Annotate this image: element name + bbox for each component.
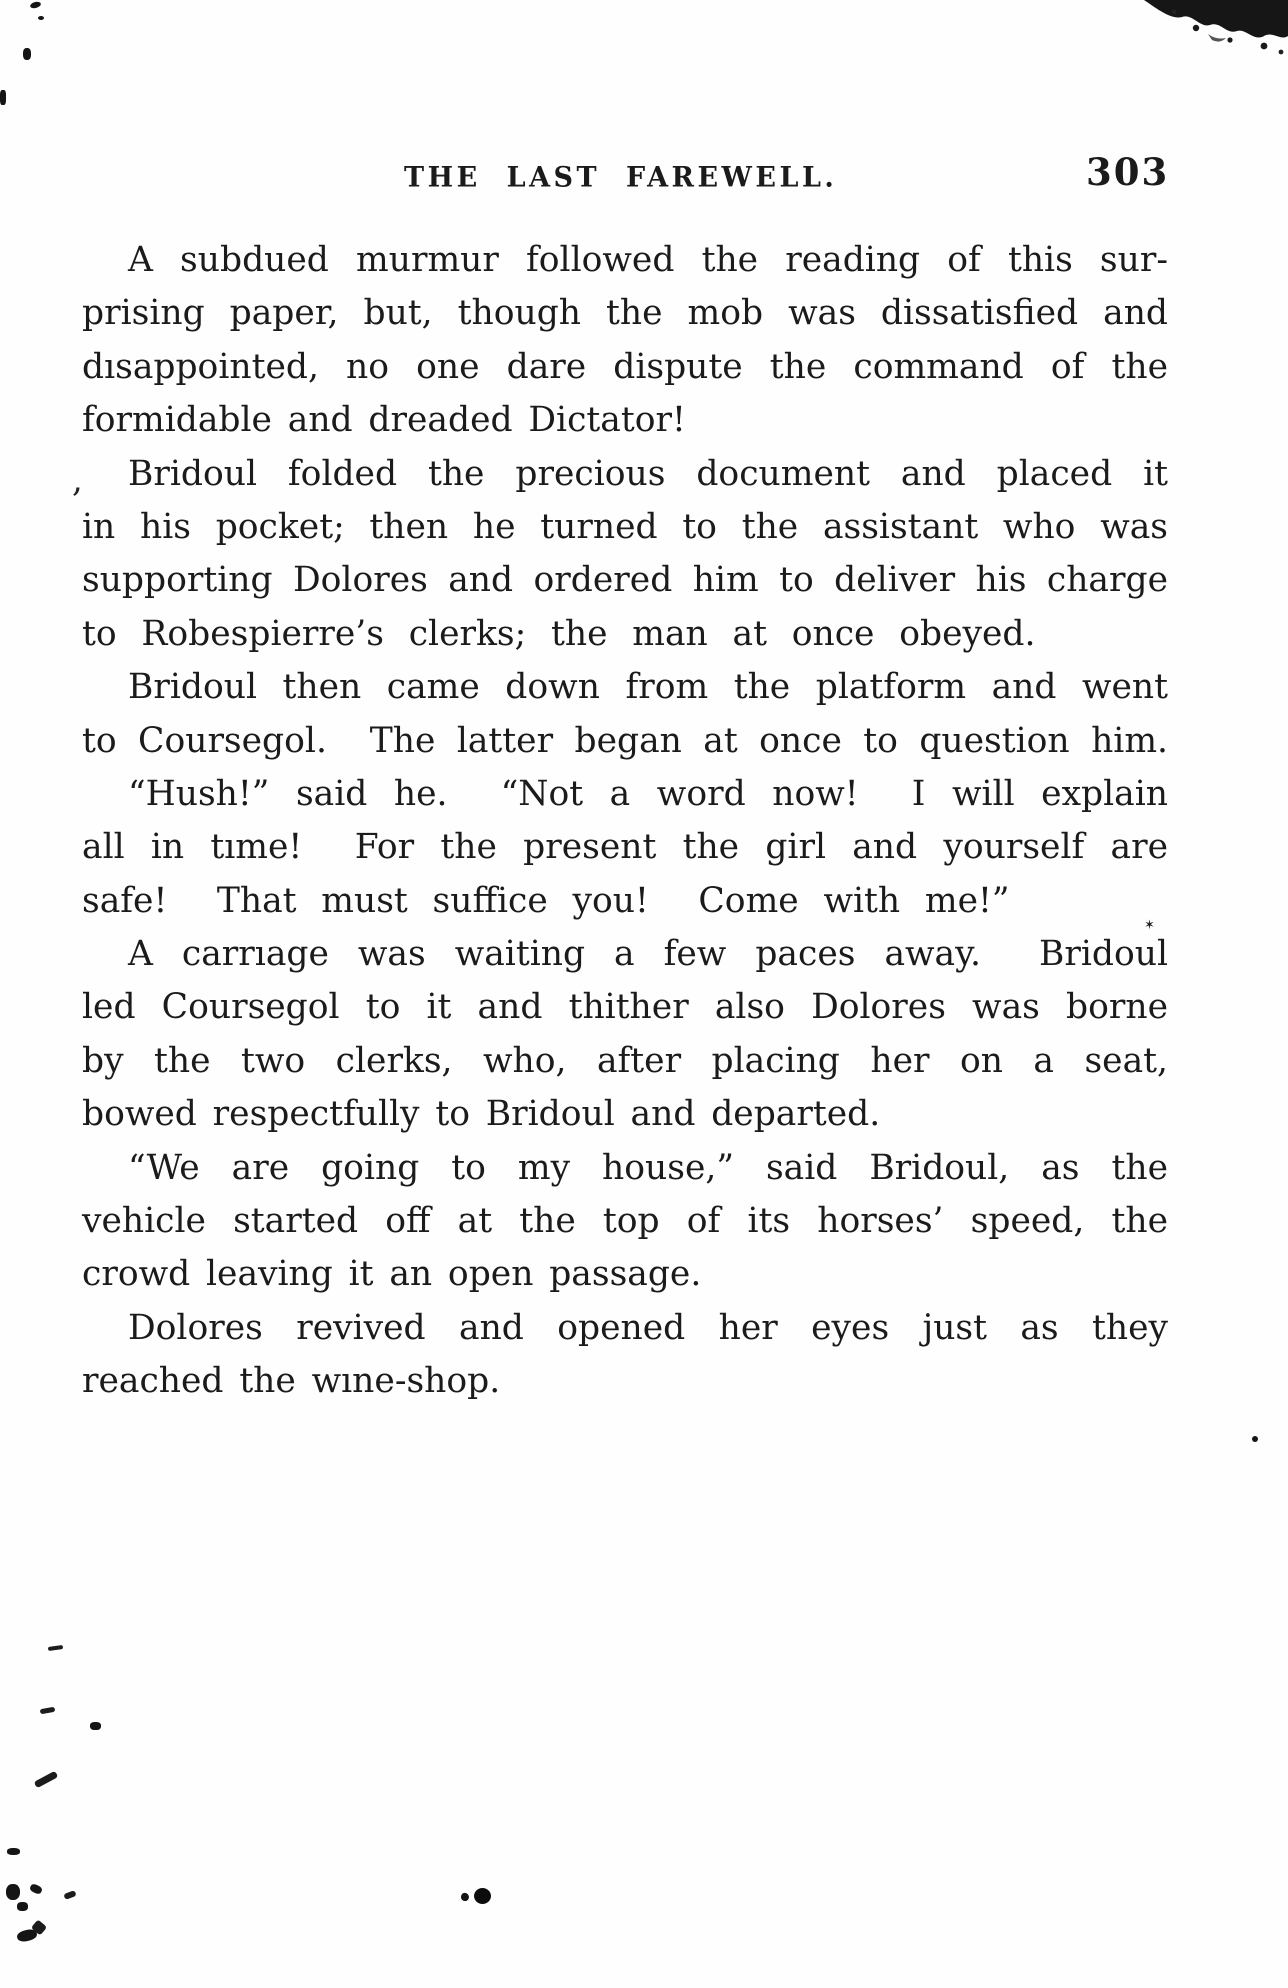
margin-speck: ✶ bbox=[1144, 918, 1155, 933]
text-line: Bridoul then came down from the platform and went bbox=[128, 667, 1168, 708]
text-line: A subdued murmur followed the reading of this sur- bbox=[128, 240, 1168, 280]
scan-speck bbox=[29, 1, 41, 10]
text-line: A carrıage was waiting a few paces away. Bridoul bbox=[128, 934, 1168, 975]
text-line: prising paper, but, though the mob was dissatisfied and bbox=[82, 293, 1168, 334]
page-text bbox=[82, 234, 1168, 1409]
ink-dot bbox=[474, 1888, 491, 1904]
text-line: bowed respectfully to Bridoul and departed. bbox=[82, 1094, 881, 1135]
running-title: THE LAST FAREWELL. bbox=[404, 161, 838, 194]
text-line: by the two clerks, who, after placing her on a seat, bbox=[82, 1040, 1168, 1081]
text-line: to Robespierre’s clerks; the man at once obeyed. bbox=[82, 613, 1036, 654]
scan-speck bbox=[29, 1883, 43, 1895]
scan-speck bbox=[23, 48, 31, 60]
ink-smudge-corner bbox=[1138, 0, 1288, 62]
pencil-mark bbox=[63, 1890, 76, 1900]
scan-speck bbox=[38, 16, 44, 20]
pencil-mark bbox=[34, 1771, 58, 1788]
ink-dot-small bbox=[460, 1892, 470, 1902]
scan-speck bbox=[0, 90, 6, 105]
text-line: all in tıme! For the present the girl and yourself are bbox=[82, 827, 1168, 868]
page-number: 303 bbox=[1086, 150, 1170, 194]
pencil-mark bbox=[48, 1645, 63, 1651]
text-line: in his pocket; then he turned to the assistant who was bbox=[82, 506, 1168, 547]
text-line: to Coursegol. The latter began at once to question him. bbox=[82, 720, 1168, 761]
scan-speck bbox=[7, 1848, 20, 1855]
scan-speck bbox=[90, 1722, 101, 1730]
pencil-mark bbox=[40, 1707, 56, 1715]
text-line: led Coursegol to it and thither also Dolores was borne bbox=[82, 987, 1168, 1028]
text-line: dısappointed, no one dare dispute the command of the bbox=[82, 346, 1168, 387]
stray-comma-mark: , bbox=[72, 460, 83, 500]
text-line: safe! That must suffice you! Come with me!” bbox=[82, 880, 1010, 921]
text-line: Bridoul folded the precious document and placed it bbox=[128, 453, 1168, 494]
text-line: crowd leaving it an open passage. bbox=[82, 1254, 702, 1295]
text-line: formidable and dreaded Dictator! bbox=[82, 400, 686, 441]
scan-speck bbox=[6, 1884, 20, 1900]
text-line: Dolores revived and opened her eyes just as they bbox=[128, 1307, 1168, 1348]
text-line: supporting Dolores and ordered him to deliver his charge bbox=[82, 560, 1168, 601]
text-line: vehicle started off at the top of its horses’ speed, the bbox=[82, 1201, 1168, 1242]
text-line: “We are going to my house,” said Bridoul, as the bbox=[128, 1147, 1168, 1188]
scan-speck bbox=[17, 1902, 28, 1911]
text-line: “Hush!” said he. “Not a word now! I will explain bbox=[128, 773, 1168, 814]
text-line: reached the wıne-shop. bbox=[82, 1361, 501, 1402]
scan-speck bbox=[1252, 1436, 1258, 1442]
